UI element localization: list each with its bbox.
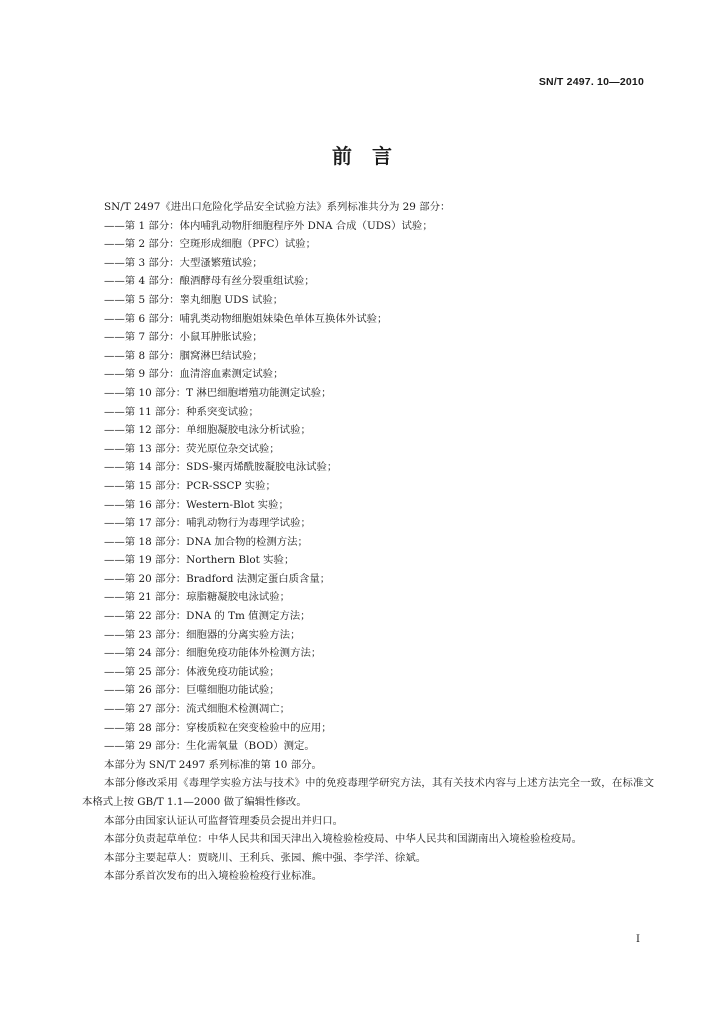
part-item: ——第 17 部分：哺乳动物行为毒理学试验； xyxy=(104,517,311,530)
part-item: ——第 28 部分：穿梭质粒在突变检验中的应用； xyxy=(104,721,332,734)
parts-list xyxy=(82,217,654,756)
part-item: ——第 29 部分：生化需氧量（BOD）测定。 xyxy=(104,740,315,753)
intro-paragraph: SN/T 2497《进出口危险化学品安全试验方法》系列标准共分为 29 部分： xyxy=(104,201,451,213)
paragraph-first-release: 本部分系首次发布的出入境检验检疫行业标准。 xyxy=(104,870,323,883)
part-item: ——第 14 部分：SDS-聚丙烯酰胺凝胶电泳试验； xyxy=(104,461,338,474)
part-item: ——第 6 部分：哺乳类动物细胞姐妹染色单体互换体外试验； xyxy=(104,312,388,325)
part-item: ——第 11 部分：种系突变试验； xyxy=(104,405,259,418)
part-item: ——第 7 部分：小鼠耳肿胀试验； xyxy=(104,331,263,344)
part-item: ——第 23 部分：细胞器的分离实验方法； xyxy=(104,628,301,641)
part-item: ——第 1 部分：体内哺乳动物肝细胞程序外 DNA 合成（UDS）试验； xyxy=(104,219,433,232)
part-item: ——第 24 部分：细胞免疫功能体外检测方法； xyxy=(104,647,322,660)
part-item: ——第 9 部分：血清溶血素测定试验； xyxy=(104,368,284,381)
part-item: ——第 25 部分：体液免疫功能试验； xyxy=(104,665,280,678)
part-item: ——第 16 部分：Western-Blot 实验； xyxy=(104,498,289,511)
paragraph-scope: 本部分为 SN/T 2497 系列标准的第 10 部分。 xyxy=(104,758,322,771)
part-item: ——第 22 部分：DNA 的 Tm 值测定方法； xyxy=(104,610,311,623)
part-item: ——第 26 部分：巨噬细胞功能试验； xyxy=(104,684,280,697)
standard-code: SN/T 2497. 10—2010 xyxy=(538,76,644,88)
part-item: ——第 3 部分：大型溞繁殖试验； xyxy=(104,256,263,269)
paragraph-proposer: 本部分由国家认证认可监督管理委员会提出并归口。 xyxy=(104,814,343,827)
document-body xyxy=(82,198,654,886)
page-number: I xyxy=(636,934,640,945)
paragraph-drafting-units: 本部分负责起草单位：中华人民共和国天津出入境检验检疫局、中华人民共和国湖南出入境检验检疫局。 xyxy=(104,833,582,846)
part-item: ——第 19 部分：Northern Blot 实验； xyxy=(104,554,295,567)
part-item: ——第 4 部分：酿酒酵母有丝分裂重组试验； xyxy=(104,275,315,288)
part-item: ——第 18 部分：DNA 加合物的检测方法； xyxy=(104,535,308,548)
part-item: ——第 15 部分：PCR-SSCP 实验； xyxy=(104,479,276,492)
part-item: ——第 21 部分：琼脂糖凝胶电泳试验； xyxy=(104,591,291,604)
part-item: ——第 8 部分：腘窝淋巴结试验； xyxy=(104,349,263,362)
part-item: ——第 5 部分：睾丸细胞 UDS 试验； xyxy=(104,293,284,306)
part-item: ——第 20 部分：Bradford 法测定蛋白质含量； xyxy=(104,572,331,585)
part-item: ——第 12 部分：单细胞凝胶电泳分析试验； xyxy=(104,424,311,437)
paragraph-adoption: 本部分修改采用《毒理学实验方法与技术》中的免疫毒理学研究方法，其有关技术内容与上述方法完全一致，在标准文本格式上按 GB/T 1.1—2000 做了编辑性修改。 xyxy=(82,777,654,808)
part-item: ——第 10 部分：T 淋巴细胞增殖功能测定试验； xyxy=(104,386,332,399)
part-item: ——第 27 部分：流式细胞术检测凋亡； xyxy=(104,703,291,716)
paragraph-drafters: 本部分主要起草人：贾晓川、王利兵、张园、熊中强、李学洋、徐斌。 xyxy=(104,851,427,864)
part-item: ——第 13 部分：荧光原位杂交试验； xyxy=(104,442,280,455)
page-title: 前 言 xyxy=(332,144,392,168)
part-item: ——第 2 部分：空斑形成细胞（PFC）试验； xyxy=(104,238,317,251)
